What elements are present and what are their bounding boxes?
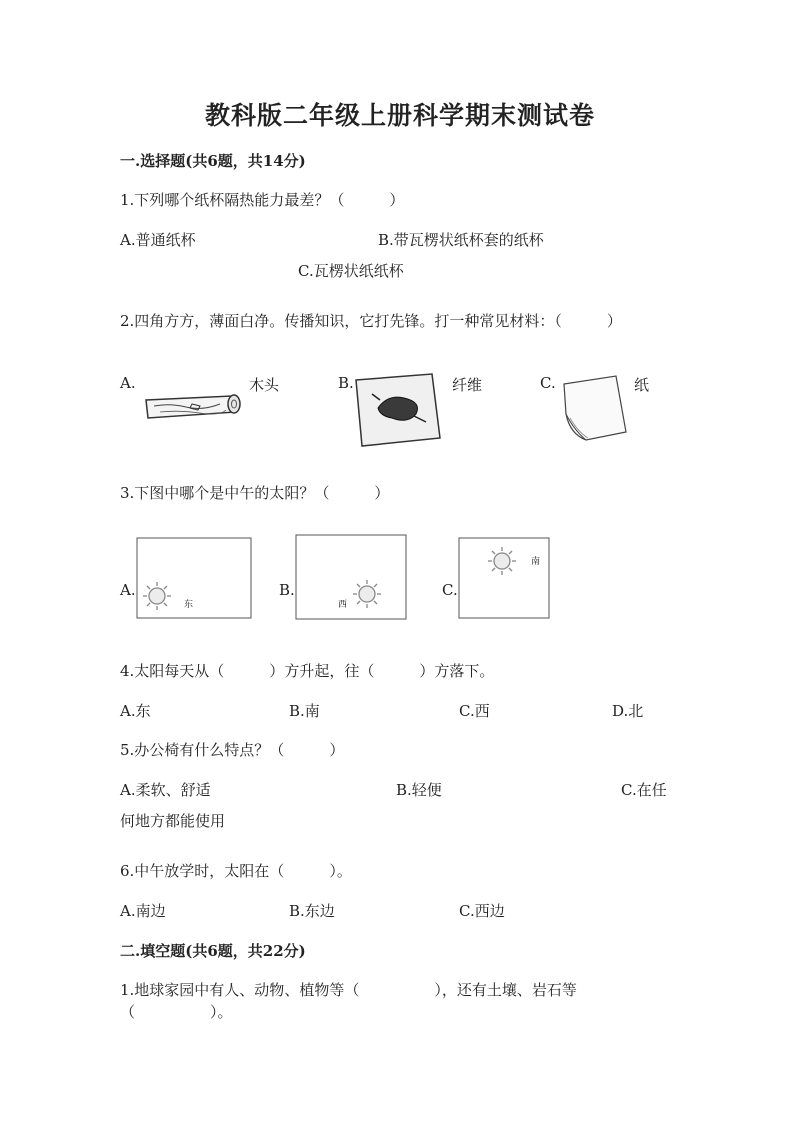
section-heading-fill: 二.填空题(共6题，共22分) xyxy=(120,942,306,960)
q3-option-b-letter: B. xyxy=(279,581,295,599)
question-3-text: 3.下图中哪个是中午的太阳？（ ） xyxy=(120,484,390,502)
q2-option-b-label: 纤维 xyxy=(452,376,483,394)
q3-option-a-letter: A. xyxy=(120,581,136,599)
q1-option-c: C.瓦楞状纸纸杯 xyxy=(298,262,404,280)
q5-option-a: A.柔软、舒适 xyxy=(120,781,211,799)
q2-option-b-letter: B. xyxy=(338,374,354,392)
q6-option-b: B.东边 xyxy=(289,902,335,920)
page-title: 教科版二年级上册科学期末测试卷 xyxy=(204,101,595,130)
q6-option-c: C.西边 xyxy=(459,902,505,920)
q5-option-b: B.轻便 xyxy=(396,781,442,799)
fill-question-1-line-2: （ ）。 xyxy=(120,1003,233,1021)
fill-question-1-line-1: 1.地球家园中有人、动物、植物等（ ），还有土壤、岩石等 xyxy=(120,981,577,999)
q3-b-direction-label: 西 xyxy=(338,600,348,610)
q2-option-a-letter: A. xyxy=(120,374,136,392)
q1-option-b: B.带瓦楞状纸杯套的纸杯 xyxy=(378,231,544,249)
q4-option-d: D.北 xyxy=(612,702,644,720)
q6-option-a: A.南边 xyxy=(120,902,166,920)
q5-option-c: C.在任 xyxy=(621,781,667,799)
question-6-text: 6.中午放学时，太阳在（ ）。 xyxy=(120,862,352,880)
q3-option-c-letter: C. xyxy=(442,581,458,599)
q4-option-c: C.西 xyxy=(459,702,490,720)
q1-option-a: A.普通纸杯 xyxy=(120,231,196,249)
fiber-sheet-image xyxy=(352,372,444,450)
q2-option-a-label: 木头 xyxy=(249,376,280,394)
question-5-text: 5.办公椅有什么特点？（ ） xyxy=(120,741,345,759)
q3-picture-c xyxy=(458,537,550,619)
question-1-text: 1.下列哪个纸杯隔热能力最差？（ ） xyxy=(120,191,405,209)
question-2-text: 2.四角方方，薄面白净。传播知识，它打先锋。打一种常见材料：（ ） xyxy=(120,312,622,330)
q2-option-c-label: 纸 xyxy=(634,376,650,394)
q2-option-c-letter: C. xyxy=(540,374,556,392)
q5-option-c-continued: 何地方都能使用 xyxy=(120,812,226,830)
q3-picture-a xyxy=(136,537,252,619)
question-4-text: 4.太阳每天从（ ）方升起，往（ ）方落下。 xyxy=(120,662,495,680)
q3-c-direction-label: 南 xyxy=(531,557,541,567)
q3-a-direction-label: 东 xyxy=(184,600,194,610)
paper-sheet-image xyxy=(556,374,632,444)
q4-option-a: A.东 xyxy=(120,702,151,720)
section-heading-choice: 一.选择题(共6题，共14分) xyxy=(120,152,306,170)
q4-option-b: B.南 xyxy=(289,702,320,720)
wood-log-image xyxy=(140,392,245,424)
q3-picture-b xyxy=(295,534,407,620)
